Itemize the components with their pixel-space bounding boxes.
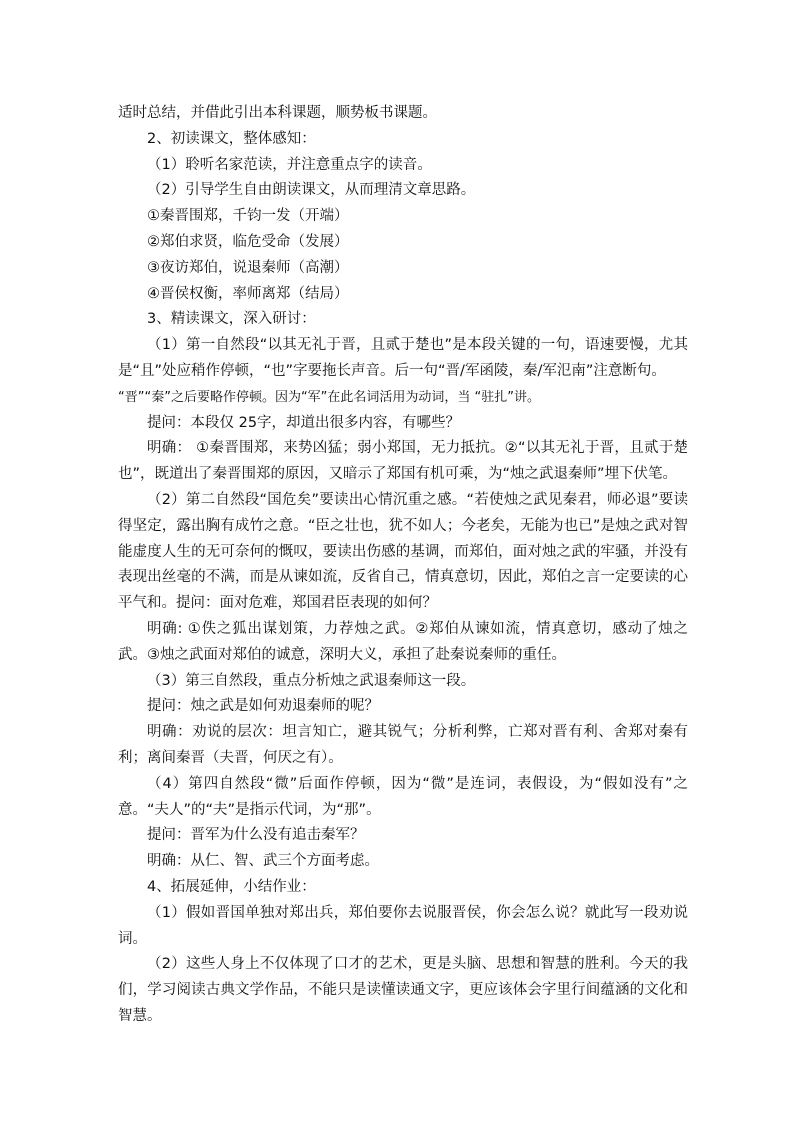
paragraph: 明确： ①秦晋围郑，来势凶猛；弱小郑国，无力抵抗。②“以其无礼于晋，且贰于楚也”，既道出了秦晋围郑的原因，又暗示了郑国有机可乘，为“烛之武退秦师”埋下伏笔。	[118, 440, 688, 483]
paragraph: （1）假如晋国单独对郑出兵，郑伯要你去说服晋侯，你会怎么说？就此写一段劝说词。	[118, 904, 688, 947]
paragraph: 提问：晋军为什么没有追击秦军？	[147, 827, 365, 844]
paragraph: （1）第一自然段“以其无礼于晋，且贰于楚也”是本段关键的一句，语速要慢，尤其是“且”处应稍作停顿，“也”字要拖长声音。后一句“晋/军函陵，秦/军氾南”注意断句。	[118, 337, 688, 379]
paragraph: ③夜访郑伯，说退秦师（高潮）	[147, 259, 349, 276]
paragraph: 4、拓展延伸，小结作业：	[147, 878, 316, 895]
paragraph: （1）聆听名家范读，并注意重点字的读音。	[147, 156, 432, 173]
document-body	[118, 101, 688, 1030]
paragraph: （4）第四自然段“微”后面作停顿，因为“微”是连词，表假设，为“假如没有”之意。“夫人”的“夫”是指示代词，为“那”。	[118, 775, 688, 818]
paragraph: （2）第二自然段“国危矣”要读出心情沉重之感。“若使烛之武见秦君，师必退”要读得坚定，露出胸有成竹之意。“臣之壮也，犹不如人；今老矣，无能为也已”是烛之武对智能虚度人生的无可奈何的慨叹，要读出伤感的基调，而郑伯，面对烛之武的牢骚，并没有表现出丝毫的不满，而是从谏如流，反省自己，情真意切，因此，郑伯之言一定要读的心平气和。提问：面对危难，郑国君臣表现的如何？	[118, 491, 688, 612]
paragraph: ②郑伯求贤，临危受命（发展）	[147, 233, 349, 250]
paragraph: 明确：从仁、智、武三个方面考虑。	[147, 853, 379, 870]
paragraph: 3、精读课文，深入研讨：	[147, 311, 316, 328]
paragraph: 适时总结，并借此引出本科课题，顺势板书课题。	[118, 105, 437, 121]
paragraph: 提问：本段仅 25字，却道出很多内容，有哪些？	[147, 414, 461, 431]
paragraph: （2）这些人身上不仅体现了口才的艺术，更是头脑、思想和智慧的胜利。今天的我们，学习阅读古典文学作品，不能只是读懂读通文字，更应该体会字里行间蕴涵的文化和智慧。	[118, 956, 688, 1024]
paragraph: （2）引导学生自由朗读课文，从而理清文章思路。	[147, 182, 476, 199]
paragraph: （3）第三自然段，重点分析烛之武退秦师这一段。	[147, 672, 476, 689]
paragraph: ④晋侯权衡，率师离郑（结局）	[147, 285, 349, 302]
paragraph: 明确: ①佚之狐出谋划策，力荐烛之武。②郑伯从谏如流，情真意切，感动了烛之武。③烛之武面对郑伯的诚意，深明大义，承担了赴秦说秦师的重任。	[118, 620, 688, 663]
paragraph: 明确：劝说的层次：坦言知亡，避其锐气；分析利弊，亡郑对晋有利、舍郑对秦有利；离间秦晋（夫晋，何厌之有）。	[118, 724, 688, 766]
paragraph: 提问：烛之武是如何劝退秦师的呢？	[147, 698, 379, 715]
paragraph: ①秦晋围郑，千钧一发（开端）	[147, 208, 349, 225]
paragraph: 2、初读课文，整体感知：	[147, 130, 316, 147]
paragraph: “晋”“秦”之后要略作停顿。因为“军”在此名词活用为动词，当 “驻扎”讲。	[118, 389, 541, 405]
